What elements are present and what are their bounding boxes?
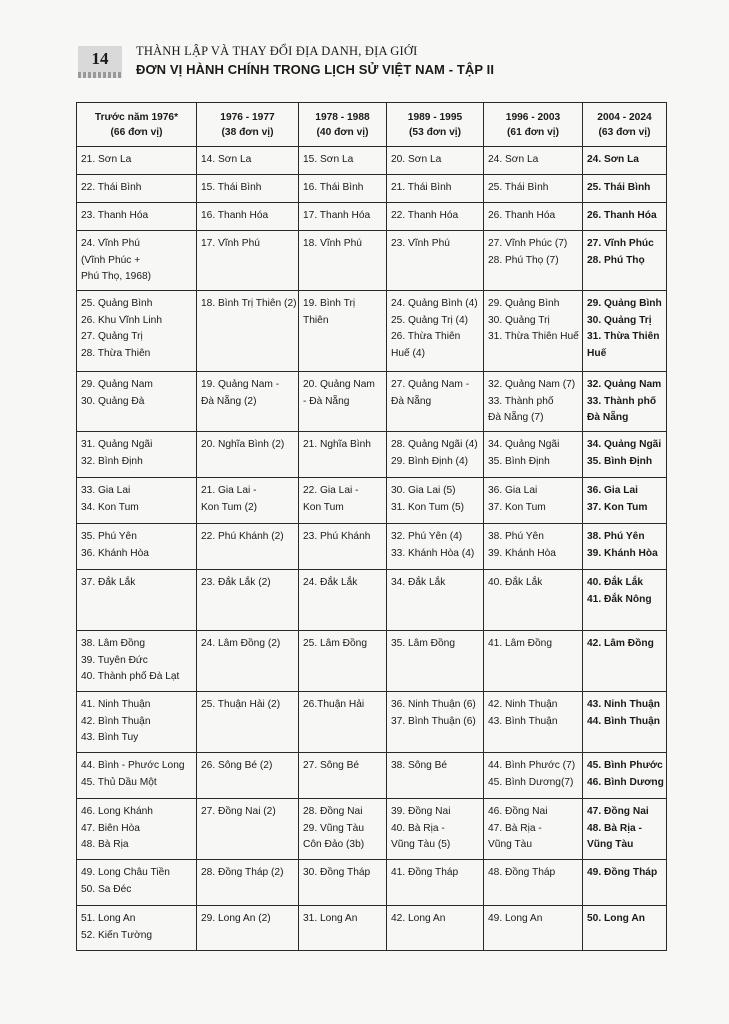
table-cell	[484, 692, 583, 753]
cell-line: 22. Thanh Hóa	[391, 210, 459, 221]
cell-line: 29. Vũng Tàu	[303, 822, 364, 834]
cell-line: 27. Quảng Nam -	[391, 379, 470, 390]
table-row	[77, 906, 667, 951]
cell-line: 14. Sơn La	[201, 154, 252, 165]
cell-line: 42. Long An	[391, 913, 446, 924]
table-cell	[387, 799, 484, 860]
cell-line: 48. Bà Rịa	[81, 839, 129, 850]
cell-line: 50. Long An	[587, 913, 645, 924]
table-cell	[197, 799, 299, 860]
table-cell	[484, 478, 583, 524]
cell-line: 22. Gia Lai -	[303, 485, 359, 496]
table-cell	[583, 799, 667, 860]
cell-line: 28. Thừa Thiên	[81, 347, 151, 359]
table-cell	[387, 524, 484, 570]
table-row	[77, 432, 667, 478]
table-cell	[299, 692, 387, 753]
table-cell	[484, 906, 583, 951]
cell-line: Thiên	[303, 314, 329, 326]
cell-line: 26. Thanh Hóa	[488, 210, 556, 221]
cell-line: 25. Lâm Đồng	[303, 638, 367, 649]
table-cell	[77, 631, 197, 692]
cell-line: 21. Sơn La	[81, 154, 132, 165]
cell-line: 41. Đồng Tháp	[391, 867, 459, 878]
cell-line: 23. Phú Khánh	[303, 531, 371, 542]
cell-line: 25. Thái Bình	[488, 182, 549, 193]
table-cell	[197, 906, 299, 951]
cell-line: 49. Đồng Tháp	[587, 867, 658, 878]
cell-line: 24. Sơn La	[488, 154, 539, 165]
table-row	[77, 372, 667, 432]
cell-line: 40. Bà Rịa -	[391, 822, 445, 834]
cell-line: 42. Lâm Đồng	[587, 638, 654, 649]
table-cell	[197, 291, 299, 372]
table-row	[77, 203, 667, 231]
cell-line: 24. Đắk Lắk	[303, 577, 358, 588]
table-cell	[197, 203, 299, 231]
table-cell	[197, 570, 299, 631]
cell-line: 29. Quảng Bình	[488, 298, 560, 309]
table-cell	[77, 799, 197, 860]
table-cell	[77, 147, 197, 175]
table-cell	[197, 478, 299, 524]
cell-line: 50. Sa Đéc	[81, 883, 132, 895]
table-row	[77, 860, 667, 906]
cell-line: 37. Đắk Lắk	[81, 577, 136, 588]
cell-line: 26. Thừa Thiên	[391, 331, 461, 342]
page-number: 14	[78, 46, 122, 72]
table-cell	[484, 291, 583, 372]
cell-line: 21. Gia Lai -	[201, 485, 257, 496]
table-cell	[299, 860, 387, 906]
table-cell	[299, 524, 387, 570]
table-cell	[583, 231, 667, 291]
table-cell	[197, 432, 299, 478]
table-row	[77, 524, 667, 570]
table-cell	[387, 231, 484, 291]
cell-line: 26.Thuận Hải	[303, 699, 365, 710]
cell-line: 46. Long Khánh	[81, 806, 153, 817]
table-cell	[77, 203, 197, 231]
table-cell	[387, 692, 484, 753]
cell-line: 15. Thái Bình	[201, 182, 262, 193]
column-header: 1996 - 2003 (61 đơn vị)	[484, 103, 583, 147]
column-header: 1989 - 1995 (53 đơn vị)	[387, 103, 484, 147]
table-cell	[583, 570, 667, 631]
table-cell	[197, 372, 299, 432]
cell-line: 31. Thừa Thiên	[587, 331, 660, 342]
table-cell	[387, 631, 484, 692]
cell-line: 26. Sông Bé (2)	[201, 760, 273, 771]
page-header	[78, 44, 678, 84]
cell-line: 37. Kon Tum	[488, 501, 546, 513]
table-row	[77, 570, 667, 631]
table-cell	[484, 524, 583, 570]
cell-line: 23. Đắk Lắk (2)	[201, 577, 271, 588]
table-row	[77, 291, 667, 372]
table-cell	[77, 906, 197, 951]
cell-line: Đà Nẵng (2)	[201, 395, 257, 407]
table-cell	[197, 524, 299, 570]
table-body	[77, 147, 667, 951]
table-cell	[583, 631, 667, 692]
table-cell	[299, 478, 387, 524]
cell-line: 30. Quảng Trị	[488, 314, 550, 326]
table-cell	[484, 432, 583, 478]
cell-line: 33. Thành phố	[488, 395, 554, 407]
cell-line: 42. Bình Thuận	[81, 715, 151, 727]
cell-line: Huế	[587, 347, 607, 359]
cell-line: 52. Kiến Tường	[81, 929, 153, 941]
cell-line: - Đà Nẵng	[303, 395, 350, 407]
cell-line: 20. Nghĩa Bình (2)	[201, 439, 285, 450]
cell-line: 23. Vĩnh Phú	[391, 238, 450, 249]
cell-line: 27. Sông Bé	[303, 760, 360, 771]
table-row	[77, 231, 667, 291]
table-cell	[583, 478, 667, 524]
cell-line: 24. Quảng Bình (4)	[391, 298, 478, 309]
cell-line: 29. Long An (2)	[201, 913, 271, 924]
table-row	[77, 478, 667, 524]
cell-line: 24. Lâm Đồng (2)	[201, 638, 281, 649]
cell-line: 16. Thái Bình	[303, 182, 364, 193]
admin-units-table	[76, 102, 667, 951]
table-cell	[387, 203, 484, 231]
cell-line: 40. Đắk Lắk	[587, 577, 644, 588]
cell-line: 26. Khu Vĩnh Linh	[81, 314, 162, 326]
table-cell	[299, 175, 387, 203]
book-title-line1: THÀNH LẬP VÀ THAY ĐỔI ĐỊA DANH, ĐỊA GIỚI	[136, 44, 418, 58]
table-cell	[299, 372, 387, 432]
cell-line: 33. Thành phố	[587, 395, 657, 407]
table-cell	[77, 175, 197, 203]
cell-line: 30. Gia Lai (5)	[391, 485, 456, 496]
table-cell	[299, 631, 387, 692]
cell-line: 43. Bình Thuận	[488, 715, 558, 727]
cell-line: 46. Bình Dương	[587, 776, 664, 788]
table-cell	[484, 570, 583, 631]
cell-line: 39. Khánh Hòa	[587, 547, 658, 559]
cell-line: 32. Bình Định	[81, 455, 143, 467]
cell-line: (Vĩnh Phúc +	[81, 254, 141, 266]
cell-line: 45. Thủ Dầu Một	[81, 776, 157, 788]
table-cell	[299, 432, 387, 478]
cell-line: 42. Ninh Thuận	[488, 699, 558, 710]
cell-line: 49. Long Châu Tiền	[81, 867, 170, 878]
cell-line: 51. Long An	[81, 913, 136, 924]
cell-line: 32. Quảng Nam (7)	[488, 379, 576, 390]
table-cell	[484, 799, 583, 860]
cell-line: 29. Quảng Bình	[587, 298, 662, 309]
table-cell	[583, 524, 667, 570]
table-cell	[583, 860, 667, 906]
cell-line: 36. Gia Lai	[488, 485, 538, 496]
table-cell	[197, 175, 299, 203]
page-number-decoration	[78, 72, 122, 78]
table-cell	[299, 203, 387, 231]
table-cell	[197, 692, 299, 753]
table-row	[77, 753, 667, 799]
table-cell	[583, 753, 667, 799]
cell-line: 29. Bình Định (4)	[391, 455, 469, 467]
table-cell	[77, 372, 197, 432]
cell-line: 38. Sông Bé	[391, 760, 448, 771]
cell-line: Vũng Tàu	[587, 839, 634, 850]
cell-line: 44. Bình - Phước Long	[81, 760, 185, 771]
table-cell	[77, 860, 197, 906]
table-cell	[583, 203, 667, 231]
table-cell	[299, 753, 387, 799]
cell-line: 34. Quảng Ngãi	[488, 439, 560, 450]
table-cell	[77, 692, 197, 753]
cell-line: 39. Đồng Nai	[391, 806, 451, 817]
cell-line: 36. Ninh Thuận (6)	[391, 699, 476, 710]
cell-line: 36. Khánh Hòa	[81, 547, 149, 559]
cell-line: 46. Đồng Nai	[488, 806, 548, 817]
cell-line: 24. Sơn La	[587, 154, 639, 165]
table-cell	[583, 906, 667, 951]
cell-line: 17. Thanh Hóa	[303, 210, 371, 221]
cell-line: 34. Kon Tum	[81, 501, 139, 513]
cell-line: 27. Vĩnh Phúc (7)	[488, 238, 568, 249]
cell-line: 17. Vĩnh Phú	[201, 238, 260, 249]
cell-line: 21. Thái Bình	[391, 182, 452, 193]
cell-line: 35. Lâm Đồng	[391, 638, 455, 649]
table-cell	[484, 753, 583, 799]
table-cell	[387, 906, 484, 951]
table-cell	[197, 860, 299, 906]
cell-line: 21. Nghĩa Bình	[303, 439, 371, 450]
cell-line: 40. Thành phố Đà Lạt	[81, 671, 180, 682]
table-cell	[299, 906, 387, 951]
cell-line: 35. Phú Yên	[81, 531, 137, 542]
cell-line: 15. Sơn La	[303, 154, 354, 165]
cell-line: 33. Khánh Hòa (4)	[391, 547, 475, 559]
table-cell	[77, 753, 197, 799]
table-cell	[583, 147, 667, 175]
table-cell	[197, 147, 299, 175]
cell-line: 38. Lâm Đồng	[81, 638, 145, 649]
cell-line: 47. Đồng Nai	[587, 806, 649, 817]
table-cell	[387, 753, 484, 799]
table-cell	[77, 432, 197, 478]
table-cell	[197, 231, 299, 291]
cell-line: 28. Quảng Ngãi (4)	[391, 439, 478, 450]
table-cell	[77, 478, 197, 524]
table-cell	[484, 147, 583, 175]
cell-line: 25. Quảng Trị (4)	[391, 314, 469, 326]
cell-line: 31. Quảng Ngãi	[81, 439, 153, 450]
cell-line: Côn Đảo (3b)	[303, 839, 365, 850]
cell-line: 27. Vĩnh Phúc	[587, 238, 654, 249]
cell-line: 26. Thanh Hóa	[587, 210, 657, 221]
table-cell	[197, 631, 299, 692]
cell-line: 19. Quảng Nam -	[201, 379, 280, 390]
table-cell	[77, 524, 197, 570]
cell-line: 20. Sơn La	[391, 154, 442, 165]
table-cell	[583, 175, 667, 203]
cell-line: 44. Bình Thuận	[587, 715, 661, 727]
cell-line: 37. Kon Tum	[587, 501, 648, 513]
table-cell	[583, 432, 667, 478]
cell-line: Phú Thọ, 1968)	[81, 271, 152, 282]
table-cell	[299, 570, 387, 631]
cell-line: Đà Nẵng	[391, 395, 432, 407]
cell-line: 40. Đắk Lắk	[488, 577, 543, 588]
table-row	[77, 147, 667, 175]
cell-line: 27. Quảng Trị	[81, 331, 143, 342]
cell-line: 30. Quảng Trị	[587, 314, 652, 326]
table-row	[77, 799, 667, 860]
cell-line: 33. Gia Lai	[81, 485, 131, 496]
cell-line: 48. Đồng Tháp	[488, 867, 556, 878]
cell-line: Đà Nẵng (7)	[488, 412, 544, 423]
table-cell	[484, 860, 583, 906]
cell-line: 23. Thanh Hóa	[81, 210, 149, 221]
cell-line: 45. Bình Phước	[587, 760, 663, 771]
table-cell	[484, 175, 583, 203]
table-cell	[583, 372, 667, 432]
cell-line: 39. Tuyên Đức	[81, 654, 148, 666]
cell-line: 27. Đồng Nai (2)	[201, 806, 276, 817]
cell-line: 28. Đồng Nai	[303, 806, 363, 817]
table-row	[77, 692, 667, 753]
cell-line: 47. Bà Rịa -	[488, 822, 542, 834]
cell-line: 18. Bình Trị Thiên (2)	[201, 298, 297, 309]
cell-line: 30. Quảng Đà	[81, 395, 145, 407]
cell-line: 47. Biên Hòa	[81, 822, 140, 834]
cell-line: 35. Bình Định	[587, 455, 653, 467]
table-cell	[77, 291, 197, 372]
table-cell	[387, 372, 484, 432]
column-header: 1978 - 1988 (40 đơn vị)	[299, 103, 387, 147]
cell-line: 31. Long An	[303, 913, 358, 924]
column-header: 1976 - 1977 (38 đơn vị)	[197, 103, 299, 147]
table-cell	[387, 291, 484, 372]
cell-line: 28. Phú Thọ	[587, 254, 645, 266]
table-cell	[484, 631, 583, 692]
table-cell	[583, 692, 667, 753]
cell-line: Huế (4)	[391, 347, 425, 359]
table-cell	[387, 147, 484, 175]
cell-line: 43. Ninh Thuận	[587, 699, 661, 710]
book-title-line2: ĐƠN VỊ HÀNH CHÍNH TRONG LỊCH SỬ VIỆT NAM - TẬP II	[136, 62, 495, 77]
cell-line: 22. Phú Khánh (2)	[201, 531, 284, 542]
cell-line: 48. Bà Rịa -	[587, 822, 642, 834]
table-cell	[387, 570, 484, 631]
table-cell	[387, 432, 484, 478]
cell-line: 31. Kon Tum (5)	[391, 501, 465, 513]
table-cell	[299, 291, 387, 372]
cell-line: 30. Đồng Tháp	[303, 867, 371, 878]
table-row	[77, 175, 667, 203]
cell-line: 34. Quảng Ngãi	[587, 439, 662, 450]
cell-line: Vũng Tàu	[488, 839, 532, 850]
cell-line: 39. Khánh Hòa	[488, 547, 556, 559]
cell-line: 41. Lâm Đồng	[488, 638, 552, 649]
cell-line: 44. Bình Phước (7)	[488, 760, 576, 771]
cell-line: 32. Phú Yên (4)	[391, 531, 463, 542]
table-cell	[484, 203, 583, 231]
cell-line: 25. Thuận Hải (2)	[201, 699, 281, 710]
table-cell	[484, 372, 583, 432]
cell-line: 24. Vĩnh Phú	[81, 238, 140, 249]
cell-line: Kon Tum (2)	[201, 501, 258, 513]
cell-line: 18. Vĩnh Phú	[303, 238, 362, 249]
table-cell	[299, 799, 387, 860]
cell-line: Đà Nẵng	[587, 412, 629, 423]
cell-line: 38. Phú Yên	[587, 531, 645, 542]
table-cell	[387, 175, 484, 203]
cell-line: 38. Phú Yên	[488, 531, 544, 542]
cell-line: 20. Quảng Nam	[303, 379, 375, 390]
cell-line: 34. Đắk Lắk	[391, 577, 446, 588]
cell-line: 45. Bình Dương(7)	[488, 776, 574, 788]
table-cell	[299, 231, 387, 291]
cell-line: 32. Quảng Nam	[587, 379, 662, 390]
table-cell	[387, 478, 484, 524]
cell-line: 29. Quảng Nam	[81, 379, 153, 390]
table-cell	[197, 753, 299, 799]
cell-line: 41. Ninh Thuận	[81, 699, 151, 710]
table-header-row	[77, 103, 667, 147]
cell-line: 37. Bình Thuận (6)	[391, 715, 476, 727]
table-cell	[77, 231, 197, 291]
cell-line: 41. Đắk Nông	[587, 593, 652, 605]
cell-line: 28. Đồng Tháp (2)	[201, 867, 284, 878]
column-header: Trước năm 1976* (66 đơn vị)	[77, 103, 197, 147]
cell-line: 35. Bình Định	[488, 455, 550, 467]
cell-line: Kon Tum	[303, 501, 344, 513]
cell-line: 25. Quảng Bình	[81, 298, 153, 309]
table-cell	[387, 860, 484, 906]
cell-line: 25. Thái Bình	[587, 182, 651, 193]
table-cell	[484, 231, 583, 291]
cell-line: 28. Phú Thọ (7)	[488, 254, 559, 266]
cell-line: 19. Bình Trị	[303, 298, 356, 309]
cell-line: 16. Thanh Hóa	[201, 210, 269, 221]
cell-line: 31. Thừa Thiên Huế	[488, 331, 579, 342]
cell-line: Vũng Tàu (5)	[391, 839, 451, 850]
column-header: 2004 - 2024 (63 đơn vị)	[583, 103, 667, 147]
table-cell	[299, 147, 387, 175]
cell-line: 49. Long An	[488, 913, 543, 924]
table-cell	[77, 570, 197, 631]
table-row	[77, 631, 667, 692]
cell-line: 43. Bình Tuy	[81, 732, 139, 743]
table-cell	[583, 291, 667, 372]
cell-line: 36. Gia Lai	[587, 485, 638, 496]
cell-line: 22. Thái Bình	[81, 182, 142, 193]
